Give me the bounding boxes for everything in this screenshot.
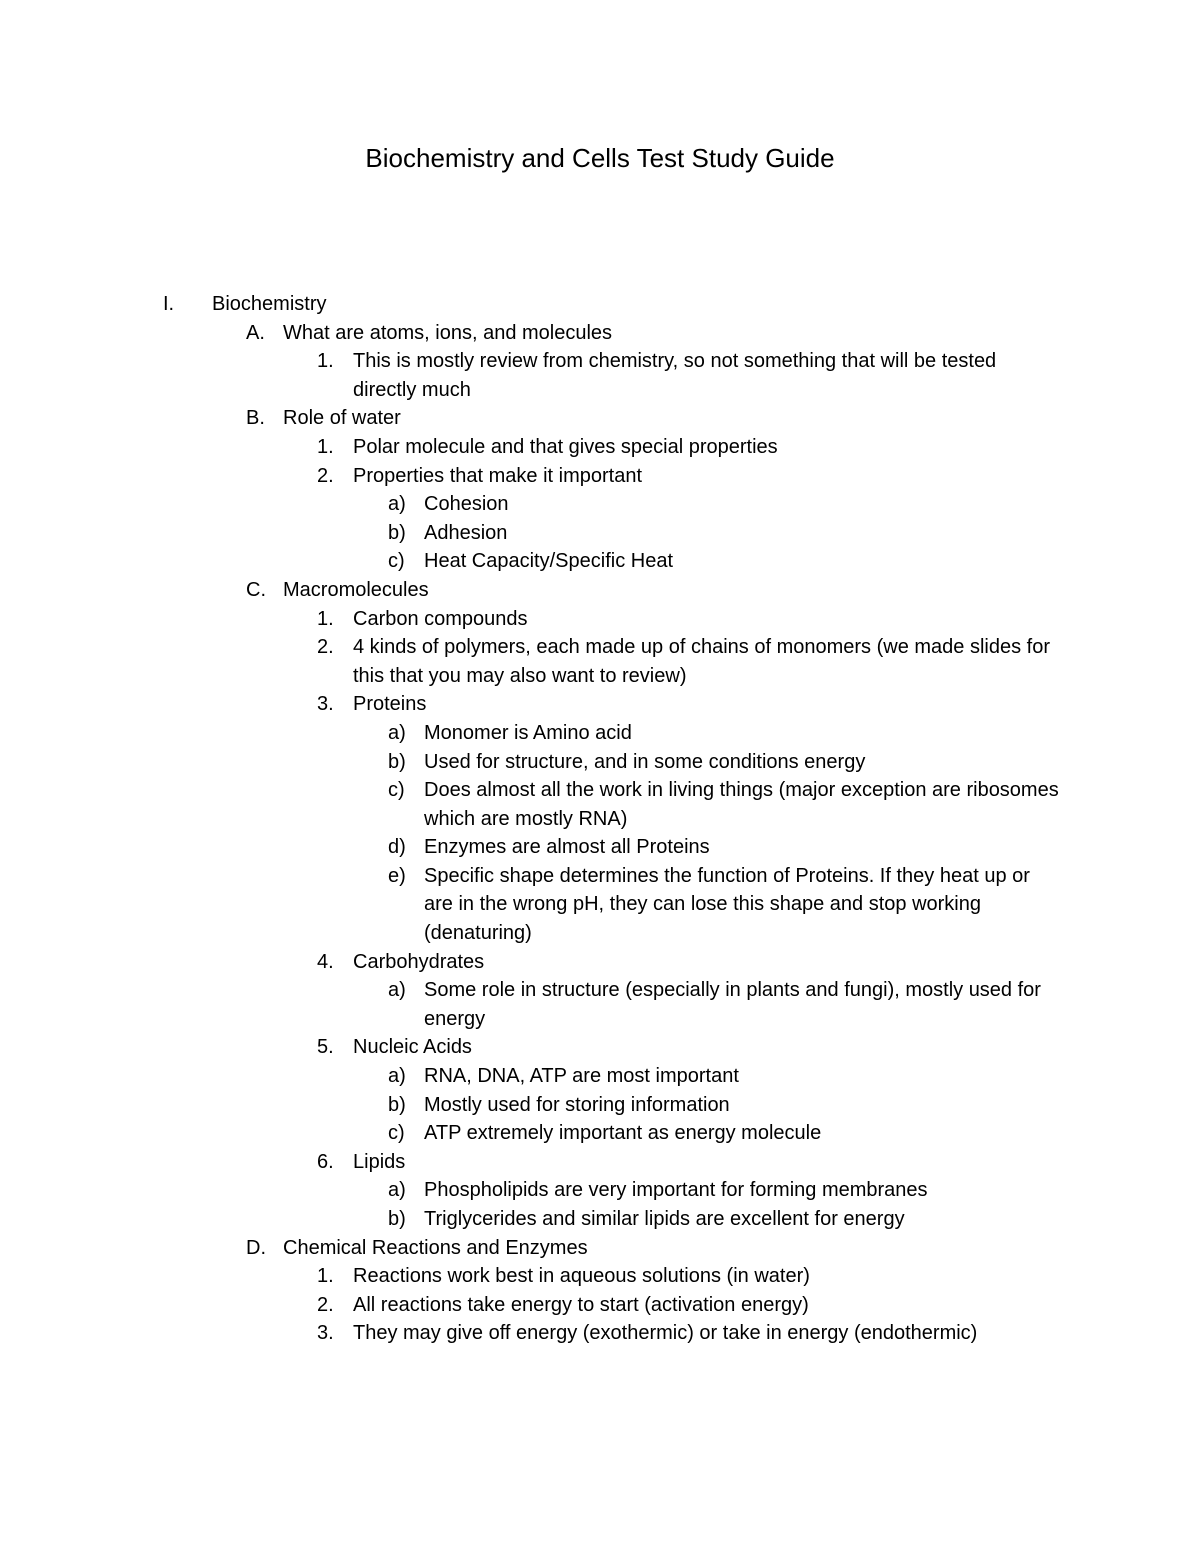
outline-marker: c) [388, 779, 405, 802]
outline-subpoint [0, 776, 1064, 833]
outline-text: This is mostly review from chemistry, so not something that will be tested directly much [353, 350, 997, 401]
outline-marker: a) [388, 721, 406, 744]
outline-marker: a) [388, 493, 406, 516]
outline-marker: 1. [317, 435, 334, 458]
outline-point [0, 1262, 1062, 1291]
outline-text: Specific shape determines the function of Proteins. If they heat up or are in the wrong pH, they can lose this shape and stop working (denaturing) [424, 864, 1030, 945]
outline-subpoint [0, 1091, 1064, 1120]
outline-marker: I. [163, 293, 175, 315]
outline-point [0, 1291, 1062, 1320]
outline-text: RNA, DNA, ATP are most important [424, 1065, 739, 1088]
outline-marker: 3. [317, 693, 334, 716]
outline-marker: C. [246, 578, 266, 601]
outline-text: 4 kinds of polymers, each made up of chains of monomers (we made slides for this that you may also want to review) [353, 636, 1050, 687]
outline-marker: 5. [317, 1036, 334, 1059]
outline-marker: 1. [317, 607, 334, 630]
outline-subsection [0, 576, 1062, 605]
outline-marker: 4. [317, 950, 334, 973]
outline-subpoint [0, 1176, 1064, 1205]
outline-marker: c) [388, 1122, 405, 1145]
outline-subpoint [0, 1119, 1064, 1148]
outline-marker: A. [246, 321, 265, 344]
outline [0, 290, 1200, 1348]
outline-text: All reactions take energy to start (activation energy) [353, 1293, 809, 1316]
outline-text: Monomer is Amino acid [424, 721, 632, 744]
outline-subsection [0, 404, 1062, 433]
outline-marker: 1. [317, 1265, 334, 1288]
outline-text: Reactions work best in aqueous solutions (in water) [353, 1265, 810, 1288]
outline-text: Adhesion [424, 521, 508, 544]
outline-marker: b) [388, 521, 406, 544]
outline-text: Chemical Reactions and Enzymes [283, 1236, 588, 1259]
outline-marker: b) [388, 1093, 406, 1116]
outline-text: Properties that make it important [353, 464, 643, 487]
outline-text: Triglycerides and similar lipids are excellent for energy [424, 1208, 905, 1230]
outline-text: Phospholipids are very important for forming membranes [424, 1179, 928, 1202]
outline-text: Nucleic Acids [353, 1036, 472, 1059]
outline-marker: c) [388, 550, 405, 573]
outline-marker: 2. [317, 636, 334, 659]
outline-marker: 1. [317, 350, 334, 373]
outline-point [0, 1319, 1062, 1348]
outline-subsection [0, 1234, 1062, 1263]
outline-text: Heat Capacity/Specific Heat [424, 550, 674, 573]
outline-point [0, 1033, 1062, 1062]
outline-subpoint [0, 490, 1064, 519]
outline-text: Mostly used for storing information [424, 1093, 730, 1116]
outline-text: Cohesion [424, 493, 509, 516]
outline-point [0, 605, 1062, 634]
outline-marker: 3. [317, 1322, 334, 1345]
outline-marker: e) [388, 864, 406, 887]
outline-marker: 2. [317, 464, 334, 487]
outline-point [0, 462, 1062, 491]
outline-subpoint [0, 976, 1064, 1033]
outline-text: Lipids [353, 1150, 406, 1173]
outline-marker: B. [246, 407, 265, 430]
outline-marker: b) [388, 750, 406, 773]
outline-section [0, 290, 1062, 319]
outline-text: Does almost all the work in living things (major exception are ribosomes which are mostly RNA) [424, 779, 1059, 830]
outline-text: Biochemistry [212, 293, 327, 315]
outline-marker: 6. [317, 1150, 334, 1173]
outline-marker: a) [388, 1065, 406, 1088]
outline-subpoint [0, 748, 1064, 777]
outline-text: Macromolecules [283, 578, 429, 601]
outline-subpoint [0, 719, 1064, 748]
outline-marker: 2. [317, 1293, 334, 1316]
outline-subpoint [0, 519, 1064, 548]
outline-text: Some role in structure (especially in plants and fungi), mostly used for energy [424, 979, 1041, 1030]
outline-marker: a) [388, 1179, 406, 1202]
outline-text: Proteins [353, 693, 427, 716]
outline-text: What are atoms, ions, and molecules [283, 321, 613, 344]
outline-marker: d) [388, 836, 406, 859]
outline-subpoint [0, 547, 1064, 576]
outline-text: ATP extremely important as energy molecule [424, 1122, 822, 1145]
outline-marker: b) [388, 1208, 406, 1230]
outline-subpoint [0, 1205, 1064, 1234]
outline-point [0, 433, 1062, 462]
outline-text: They may give off energy (exothermic) or take in energy (endothermic) [353, 1322, 978, 1345]
outline-text: Polar molecule and that gives special properties [353, 435, 778, 458]
outline-point [0, 1148, 1062, 1177]
outline-point [0, 633, 1062, 690]
outline-subsection [0, 319, 1062, 348]
page-title: Biochemistry and Cells Test Study Guide [365, 143, 835, 173]
outline-text: Carbon compounds [353, 607, 528, 630]
outline-text: Carbohydrates [353, 950, 485, 973]
outline-point [0, 948, 1062, 977]
outline-marker: D. [246, 1236, 266, 1259]
outline-subpoint [0, 1062, 1064, 1091]
outline-marker: a) [388, 979, 406, 1002]
outline-subpoint [0, 862, 1064, 948]
outline-text: Enzymes are almost all Proteins [424, 836, 710, 859]
outline-text: Used for structure, and in some conditions energy [424, 750, 866, 773]
outline-text: Role of water [283, 407, 401, 430]
outline-point [0, 347, 1062, 404]
outline-point [0, 690, 1062, 719]
outline-subpoint [0, 833, 1064, 862]
